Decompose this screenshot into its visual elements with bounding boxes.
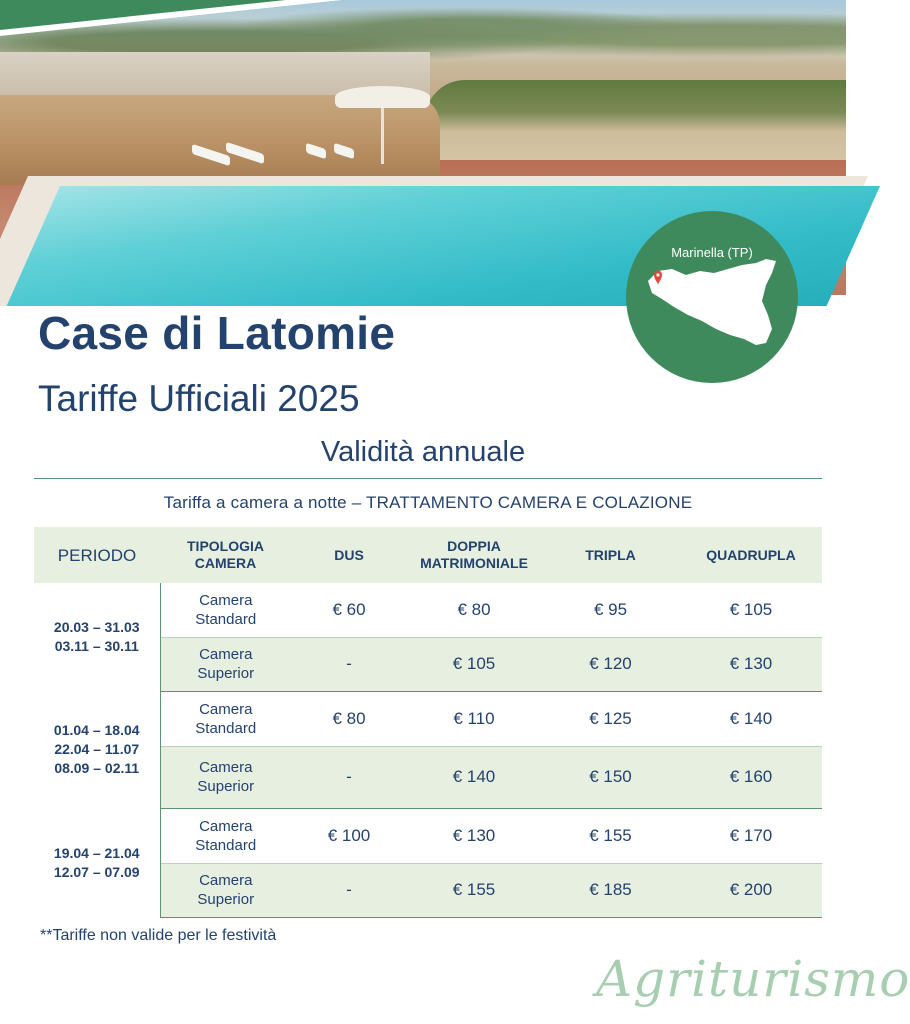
- price-tripla: € 120: [541, 637, 680, 691]
- price-dus: -: [291, 637, 407, 691]
- column-header-tipologia: [160, 527, 291, 583]
- period-range: 19.04 – 21.04: [53, 844, 140, 861]
- page-title: Case di Latomie: [38, 307, 396, 359]
- price-dus: -: [291, 746, 407, 808]
- column-header-tripla: TRIPLA: [541, 527, 680, 583]
- rates-table: [34, 527, 822, 918]
- price-quadrupla: € 170: [680, 808, 822, 863]
- location-badge: [626, 211, 798, 383]
- period-cell: [34, 808, 160, 917]
- price-tripla: € 150: [541, 746, 680, 808]
- column-header-dus: DUS: [291, 527, 407, 583]
- table-row: [34, 808, 822, 863]
- price-doppia: € 140: [407, 746, 541, 808]
- period-range: 03.11 – 30.11: [54, 638, 139, 654]
- sicily-map-icon: [626, 211, 798, 383]
- price-dus: € 80: [291, 691, 407, 746]
- room-type-cell: [160, 863, 291, 917]
- price-quadrupla: € 130: [680, 637, 822, 691]
- rock-ledge: [0, 95, 440, 185]
- table-header-row: [34, 527, 822, 583]
- room-type: Camera Standard: [195, 817, 257, 854]
- umbrella-pole: [381, 104, 384, 164]
- price-doppia: € 110: [407, 691, 541, 746]
- validity-label: Validità annuale: [320, 436, 526, 468]
- column-header-label: DOPPIA MATRIMONIALE: [420, 538, 528, 571]
- room-type: Camera Superior: [197, 759, 255, 795]
- price-dus: -: [291, 863, 407, 917]
- price-doppia: € 155: [407, 863, 541, 917]
- room-type: Camera Standard: [195, 591, 257, 628]
- table-row: [34, 583, 822, 637]
- price-dus: € 60: [291, 583, 407, 637]
- price-quadrupla: € 140: [680, 691, 822, 746]
- period-range: 22.04 – 11.07: [54, 741, 140, 757]
- period-range: 08.09 – 02.11: [54, 760, 140, 776]
- brand-logo: Agriturismo: [596, 950, 910, 1008]
- footnote: **Tariffe non valide per le festività: [40, 927, 277, 944]
- price-dus: € 100: [291, 808, 407, 863]
- period-cell: [34, 583, 160, 691]
- column-header-periodo: PERIODO: [34, 527, 160, 583]
- divider: [34, 478, 822, 479]
- price-tripla: € 95: [541, 583, 680, 637]
- page-subtitle: Tariffe Ufficiali 2025: [38, 378, 360, 419]
- period-range: 01.04 – 18.04: [53, 722, 140, 738]
- room-type: Camera Standard: [195, 700, 257, 737]
- price-tripla: € 155: [541, 808, 680, 863]
- price-quadrupla: € 160: [680, 746, 822, 808]
- room-type-cell: [160, 637, 291, 691]
- room-type-cell: [160, 746, 291, 808]
- price-quadrupla: € 200: [680, 863, 822, 917]
- room-type-cell: [160, 691, 291, 746]
- column-header-quadrupla: QUADRUPLA: [680, 527, 822, 583]
- price-tripla: € 125: [541, 691, 680, 746]
- price-doppia: € 80: [407, 583, 541, 637]
- period-range: 20.03 – 31.03: [53, 619, 140, 635]
- room-type: Camera Superior: [197, 646, 255, 682]
- price-quadrupla: € 105: [680, 583, 822, 637]
- table-row: [34, 691, 822, 746]
- umbrella: [335, 86, 430, 108]
- rate-note: Tariffa a camera a notte – TRATTAMENTO CAMERA E COLAZIONE: [163, 493, 693, 512]
- column-header-label: TIPOLOGIA CAMERA: [187, 538, 264, 571]
- price-tripla: € 185: [541, 863, 680, 917]
- period-range: 12.07 – 07.09: [53, 863, 140, 880]
- room-type-cell: [160, 808, 291, 863]
- price-doppia: € 130: [407, 808, 541, 863]
- period-cell: [34, 691, 160, 808]
- column-header-doppia: [407, 527, 541, 583]
- room-type: Camera Superior: [197, 872, 255, 908]
- location-label: Marinella (TP): [671, 245, 753, 260]
- price-doppia: € 105: [407, 637, 541, 691]
- room-type-cell: [160, 583, 291, 637]
